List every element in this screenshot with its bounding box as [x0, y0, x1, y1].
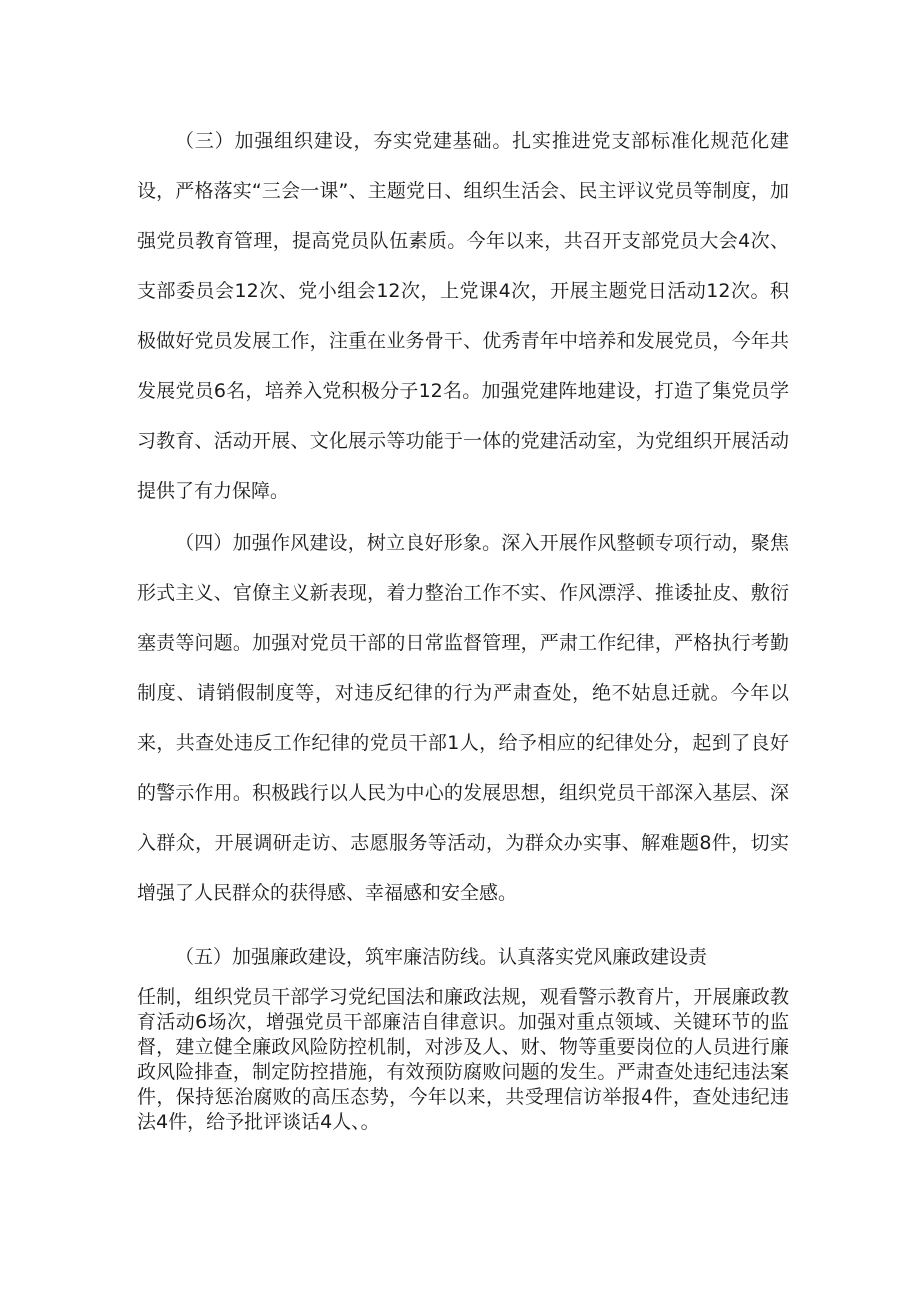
paragraph-work-style-building: （四）加强作风建设，树立良好形象。深入开展作风整顿专项行动，聚焦形式主义、官僚主义新表现，着力整治工作不实、作风漂浮、推诿扯皮、敷衍塞责等问题。加强对党员干部的日常监督管理，严肃工作纪律，严格执行考勤制度、请销假制度等，对违反纪律的行为严肃查处，绝不姑息迁就。今年以来，共查处违反工作纪律的党员干部1人，给予相应的纪律处分，起到了良好的警示作用。积极践行以人民为中心的发展思想，组织党员干部深入基层、深入群众，开展调研走访、志愿服务等活动，为群众办实事、解难题8件，切实增强了人民群众的获得感、幸福感和安全感。: [137, 532, 789, 904]
paragraph-organization-building: （三）加强组织建设，夯实党建基础。扎实推进党支部标准化规范化建设，严格落实“三会一课”、主题党日、组织生活会、民主评议党员等制度，加强党员教育管理，提高党员队伍素质。今年以来，共召开支部党员大会4次、支部委员会12次、党小组会12次，上党课4次，开展主题党日活动12次。积极做好党员发展工作，注重在业务骨干、优秀青年中培养和发展党员，今年共发展党员6名，培养入党积极分子12名。加强党建阵地建设，打造了集党员学习教育、活动开展、文化展示等功能于一体的党建活动室，为党组织开展活动提供了有力保障。: [137, 130, 789, 502]
paragraph-integrity-building-body: 任制，组织党员干部学习党纪国法和廉政法规，观看警示教育片，开展廉政教育活动6场次，增强党员干部廉洁自律意识。加强对重点领域、关键环节的监督，建立健全廉政风险防控机制，对涉及人、财、物等重要岗位的人员进行廉政风险排查，制定防控措施，有效预防腐败问题的发生。严肃查处违纪违法案件，保持惩治腐败的高压态势，今年以来，共受理信访举报4件，查处违纪违法4件，给予批评谈话4人、。: [137, 986, 789, 1133]
paragraph-integrity-building-heading: （五）加强廉政建设，筑牢廉洁防线。认真落实党风廉政建设责: [175, 946, 708, 968]
